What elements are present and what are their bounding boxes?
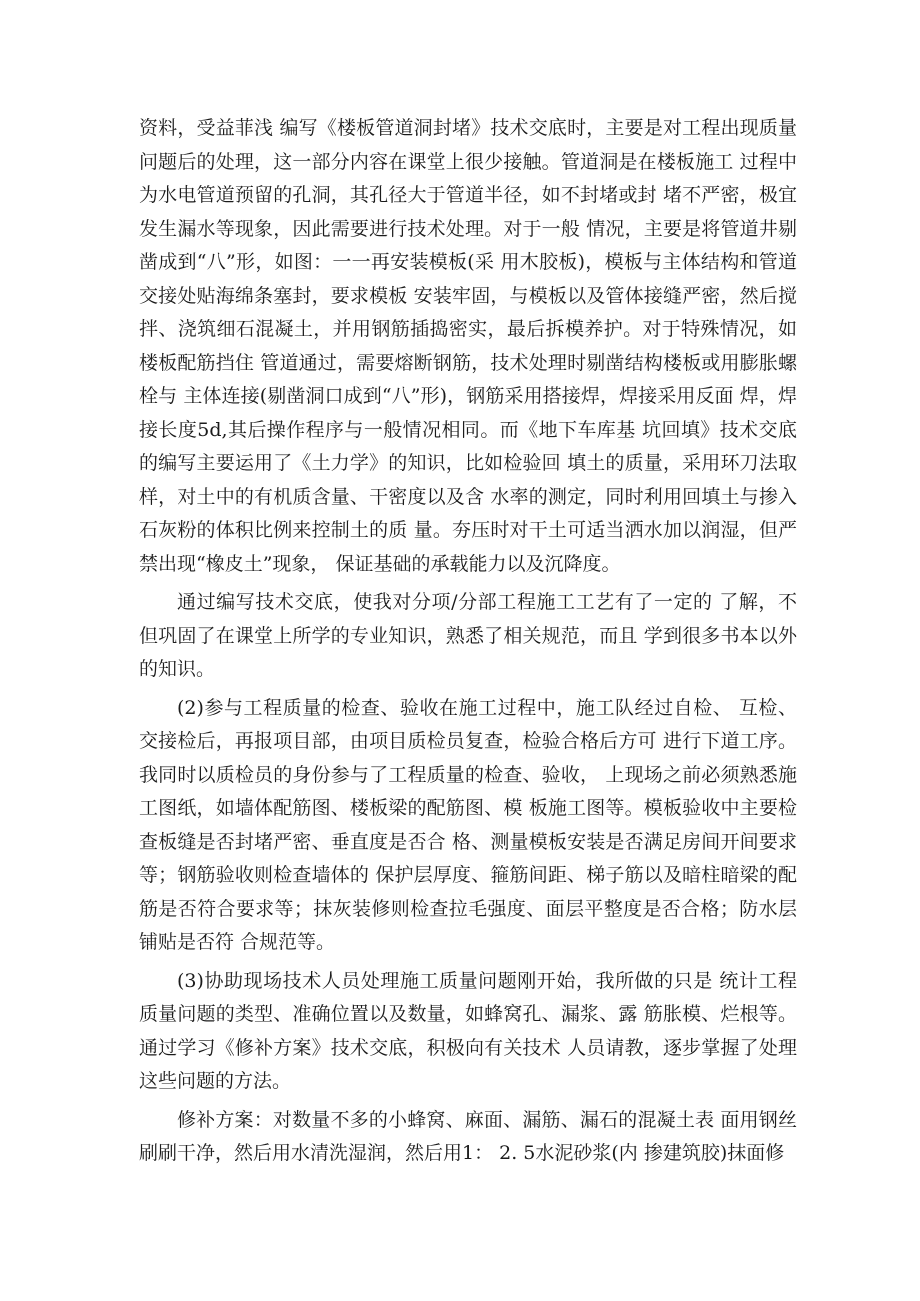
paragraph-quality-problems: (3)协助现场技术人员处理施工质量问题刚开始，我所做的只是 统计工程质量问题的类型、准确位置以及数量，如蜂窝孔、漏浆、露 筋胀模、烂根等。通过学习《修补方案》技术交底，积极向有关技术 人员请教，逐步掌握了处理这些问题的方法。: [139, 969, 797, 1092]
body-text: [139, 112, 797, 1176]
paragraph-repair-plan: 修补方案：对数量不多的小蜂窝、麻面、漏筋、漏石的混凝土表 面用钢丝刷刷干净，然后用水清洗湿润，然后用1： 2. 5水泥砂浆(内 掺建筑胶)抹面修: [139, 1108, 797, 1164]
paragraph-quality-inspection: (2)参与工程质量的检查、验收在施工过程中，施工队经过自检、 互检、交接检后，再报项目部，由项目质检员复查，检验合格后方可 进行下道工序。我同时以质检员的身份参与了工程质量的检查、验收， 上现场之前必须熟悉施工图纸，如墙体配筋图、楼板梁的配筋图、模 板施工图等。模板验收中主要检查板缝是否封堵严密、垂直度是否合 格、测量模板安装是否满足房间开间要求等；钢筋验收则检查墙体的 保护层厚度、箍筋间距、梯子筋以及暗柱暗梁的配筋是否符合要求等；抹灰装修则检查拉毛强度、面层平整度是否合格；防水层铺贴是否符 合规范等。: [139, 696, 797, 953]
paragraph-summary: 通过编写技术交底，使我对分项/分部工程施工工艺有了一定的 了解，不但巩固了在课堂上所学的专业知识，熟悉了相关规范，而且 学到很多书本以外的知识。: [139, 591, 797, 680]
paragraph-continuation: 资料，受益菲浅 编写《楼板管道洞封堵》技术交底时，主要是对工程出现质量问题后的处理，这一部分内容在课堂上很少接触。管道洞是在楼板施工 过程中为水电管道预留的孔洞，其孔径大于管道半径，如不封堵或封 堵不严密，极宜发生漏水等现象，因此需要进行技术处理。对于一般 情况，主要是将管道井剔凿成到“八”形，如图：一一再安装模板(采 用木胶板)，模板与主体结构和管道交接处贴海绵条塞封，要求模板 安装牢固，与模板以及管体接缝严密，然后搅拌、浇筑细石混凝土，并用钢筋插捣密实，最后拆模养护。对于特殊情况，如楼板配筋挡住 管道通过，需要熔断钢筋，技术处理时剔凿结构楼板或用膨胀螺栓与 主体连接(剔凿洞口成到“八”形)，钢筋采用搭接焊，焊接采用反面 焊，焊接长度5d,其后操作程序与一般情况相同。而《地下车库基 坑回填》技术交底的编写主要运用了《土力学》的知识，比如检验回 填土的质量，采用环刀法取样，对土中的有机质含量、干密度以及含 水率的测定，同时利用回填土与掺入石灰粉的体积比例来控制土的质 量。夯压时对干土可适当洒水加以润湿，但严禁出现“橡皮土”现象， 保证基础的承载能力以及沉降度。: [139, 117, 797, 575]
